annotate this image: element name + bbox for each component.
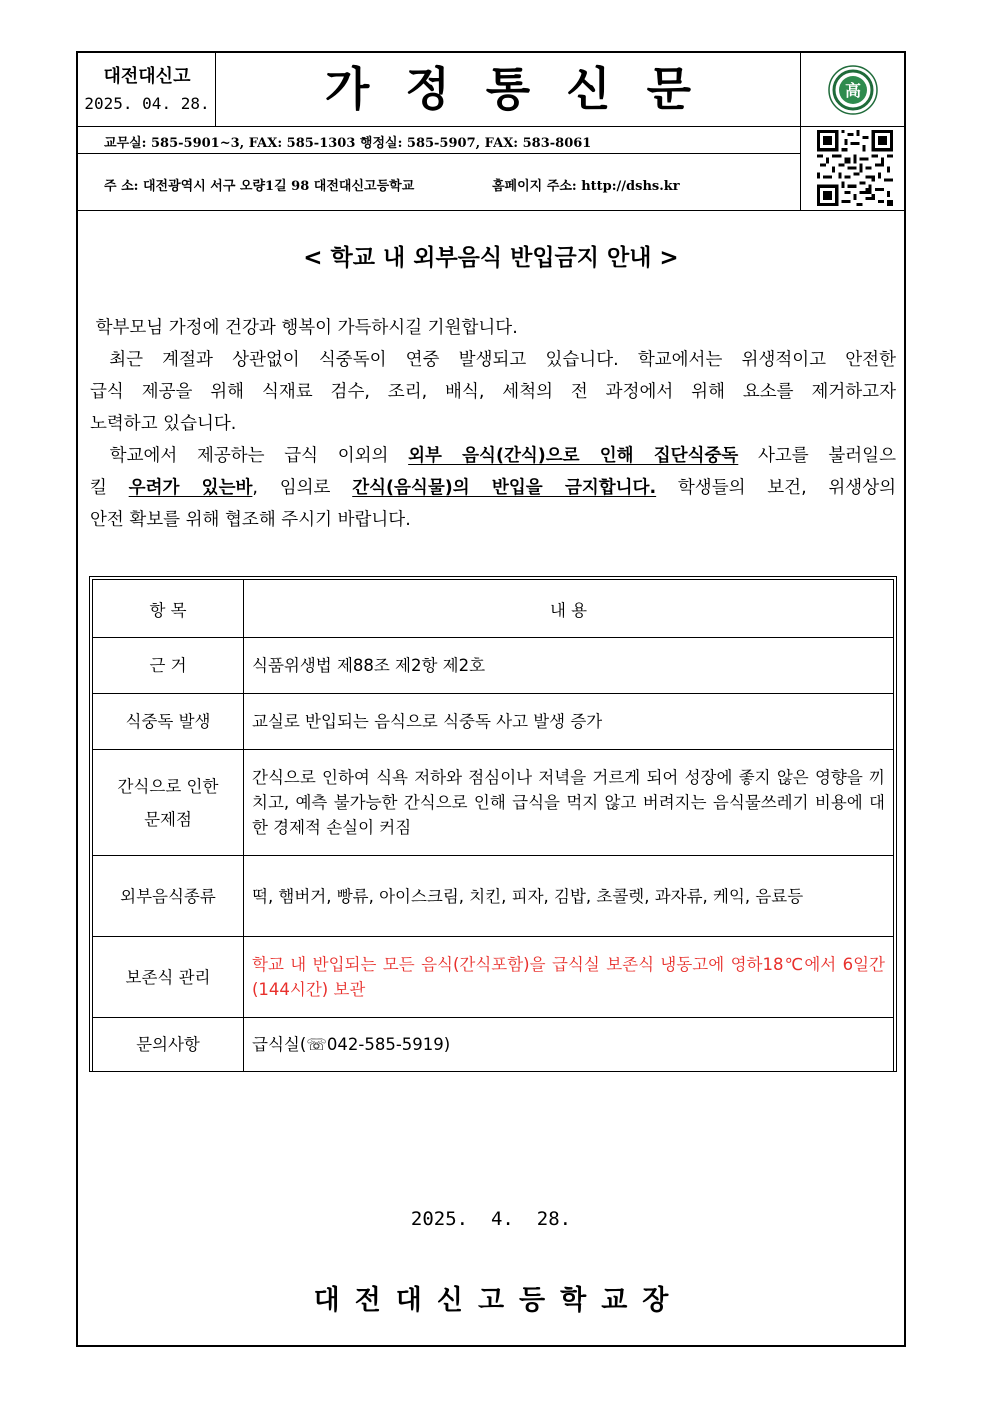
row-key: 식중독 발생 [93, 694, 244, 750]
row-value: 간식으로 인하여 식욕 저하와 점심이나 저녁을 거르게 되어 성장에 좋지 않은 영향을 끼치고, 예측 불가능한 간식으로 인해 급식을 먹지 않고 버려지는 음식물쓰레기 비용에 대한 경제적 손실이 커짐 [244, 750, 894, 856]
row-key: 근 거 [93, 638, 244, 694]
para2-line1-text: 최근 계절과 상관없이 식중독이 연중 발생되고 있습니다. 학교에서는 위생적이고 안전한 [109, 350, 896, 370]
paragraph-2-line-2 [90, 376, 896, 408]
document-title: < 학교 내 외부음식 반입금지 안내 > [303, 245, 679, 271]
paragraph-3-line-3 [90, 504, 896, 536]
info-table [92, 579, 894, 1072]
info-table-wrapper [89, 576, 897, 1072]
table-row [93, 937, 894, 1018]
row-key: 외부음식종류 [93, 856, 244, 937]
school-box [78, 53, 216, 126]
homepage-text: 홈페이지 주소: http://dshs.kr [492, 179, 680, 194]
row-value: 학교 내 반입되는 모든 음식(간식포함)을 급식실 보존식 냉동고에 영하18℃에서 6일간(144시간) 보관 [244, 937, 894, 1018]
contact-text: 교무실: 585-5901~3, FAX: 585-1303 행정실: 585-5907, FAX: 583-8061 [104, 136, 592, 151]
para3-text-c: 킬 [90, 478, 129, 498]
header-content: 내 용 [244, 580, 894, 638]
para3-text-f: 안전 확보를 위해 협조해 주시기 바랍니다. [90, 510, 411, 530]
row-value: 떡, 햄버거, 빵류, 아이스크림, 치킨, 피자, 김밥, 초콜렛, 과자류, 케익, 음료등 [244, 856, 894, 937]
signature-date: 2025. 4. 28. [410, 1208, 572, 1230]
school-name: 대전대신고 [103, 66, 191, 87]
row-key [93, 750, 244, 856]
school-emblem-icon [828, 65, 878, 115]
issue-date: 2025. 04. 28. [84, 94, 210, 113]
paragraph-3-line-1 [90, 440, 896, 472]
row-key-line2: 문제점 [144, 809, 192, 829]
newsletter-title: 가정통신문 [324, 62, 728, 116]
row-value: 급식실(☏042-585-5919) [244, 1018, 894, 1072]
para3-emphasis-1: 외부 음식(간식)으로 인해 집단식중독 [408, 446, 739, 466]
header-info [78, 126, 904, 211]
header-item: 항 목 [93, 580, 244, 638]
greeting-text: 학부모님 가정에 건강과 행복이 가득하시길 기원합니다. [95, 318, 518, 338]
para3-text-a: 학교에서 제공하는 급식 이외의 [109, 446, 409, 466]
para3-text-d: , 임의로 [252, 478, 353, 498]
table-row [93, 638, 894, 694]
para2-line3-text: 노력하고 있습니다. [90, 414, 237, 434]
row-key-line1: 간식으로 인한 [117, 776, 219, 796]
row-key: 문의사항 [93, 1018, 244, 1072]
qr-code-icon [817, 130, 893, 206]
para2-line2-text: 급식 제공을 위해 식재료 검수, 조리, 배식, 세척의 전 과정에서 위해 요소를 제거하고자 [90, 382, 896, 402]
qr-box [800, 126, 904, 210]
table-row [93, 694, 894, 750]
paragraph-2-line-3 [90, 408, 896, 440]
paragraph-2-line-1 [90, 344, 896, 376]
para3-text-e: 학생들의 보건, 위생상의 [656, 478, 897, 498]
principal-signature: 대전대신고등학교장 [313, 1285, 684, 1316]
table-header-row [93, 580, 894, 638]
table-row [93, 1018, 894, 1072]
logo-box [800, 53, 904, 126]
document-frame [76, 51, 906, 1347]
contact-row [78, 126, 800, 154]
row-value: 교실로 반입되는 음식으로 식중독 사고 발생 증가 [244, 694, 894, 750]
para3-emphasis-2: 우려가 있는바 [128, 478, 253, 498]
emblem-mark: 高 [844, 81, 862, 100]
para3-emphasis-3: 간식(음식물)의 반입을 금지합니다. [352, 478, 657, 498]
header-top [78, 53, 904, 127]
address-text: 주 소: 대전광역시 서구 오량1길 98 대전대신고등학교 [104, 179, 415, 194]
row-value: 식품위생법 제88조 제2항 제2호 [244, 638, 894, 694]
para3-text-b: 사고를 불러일으 [738, 446, 896, 466]
table-row [93, 750, 894, 856]
table-row [93, 856, 894, 937]
row-key: 보존식 관리 [93, 937, 244, 1018]
paragraph-greeting [90, 312, 896, 344]
paragraph-3-line-2 [90, 472, 896, 504]
